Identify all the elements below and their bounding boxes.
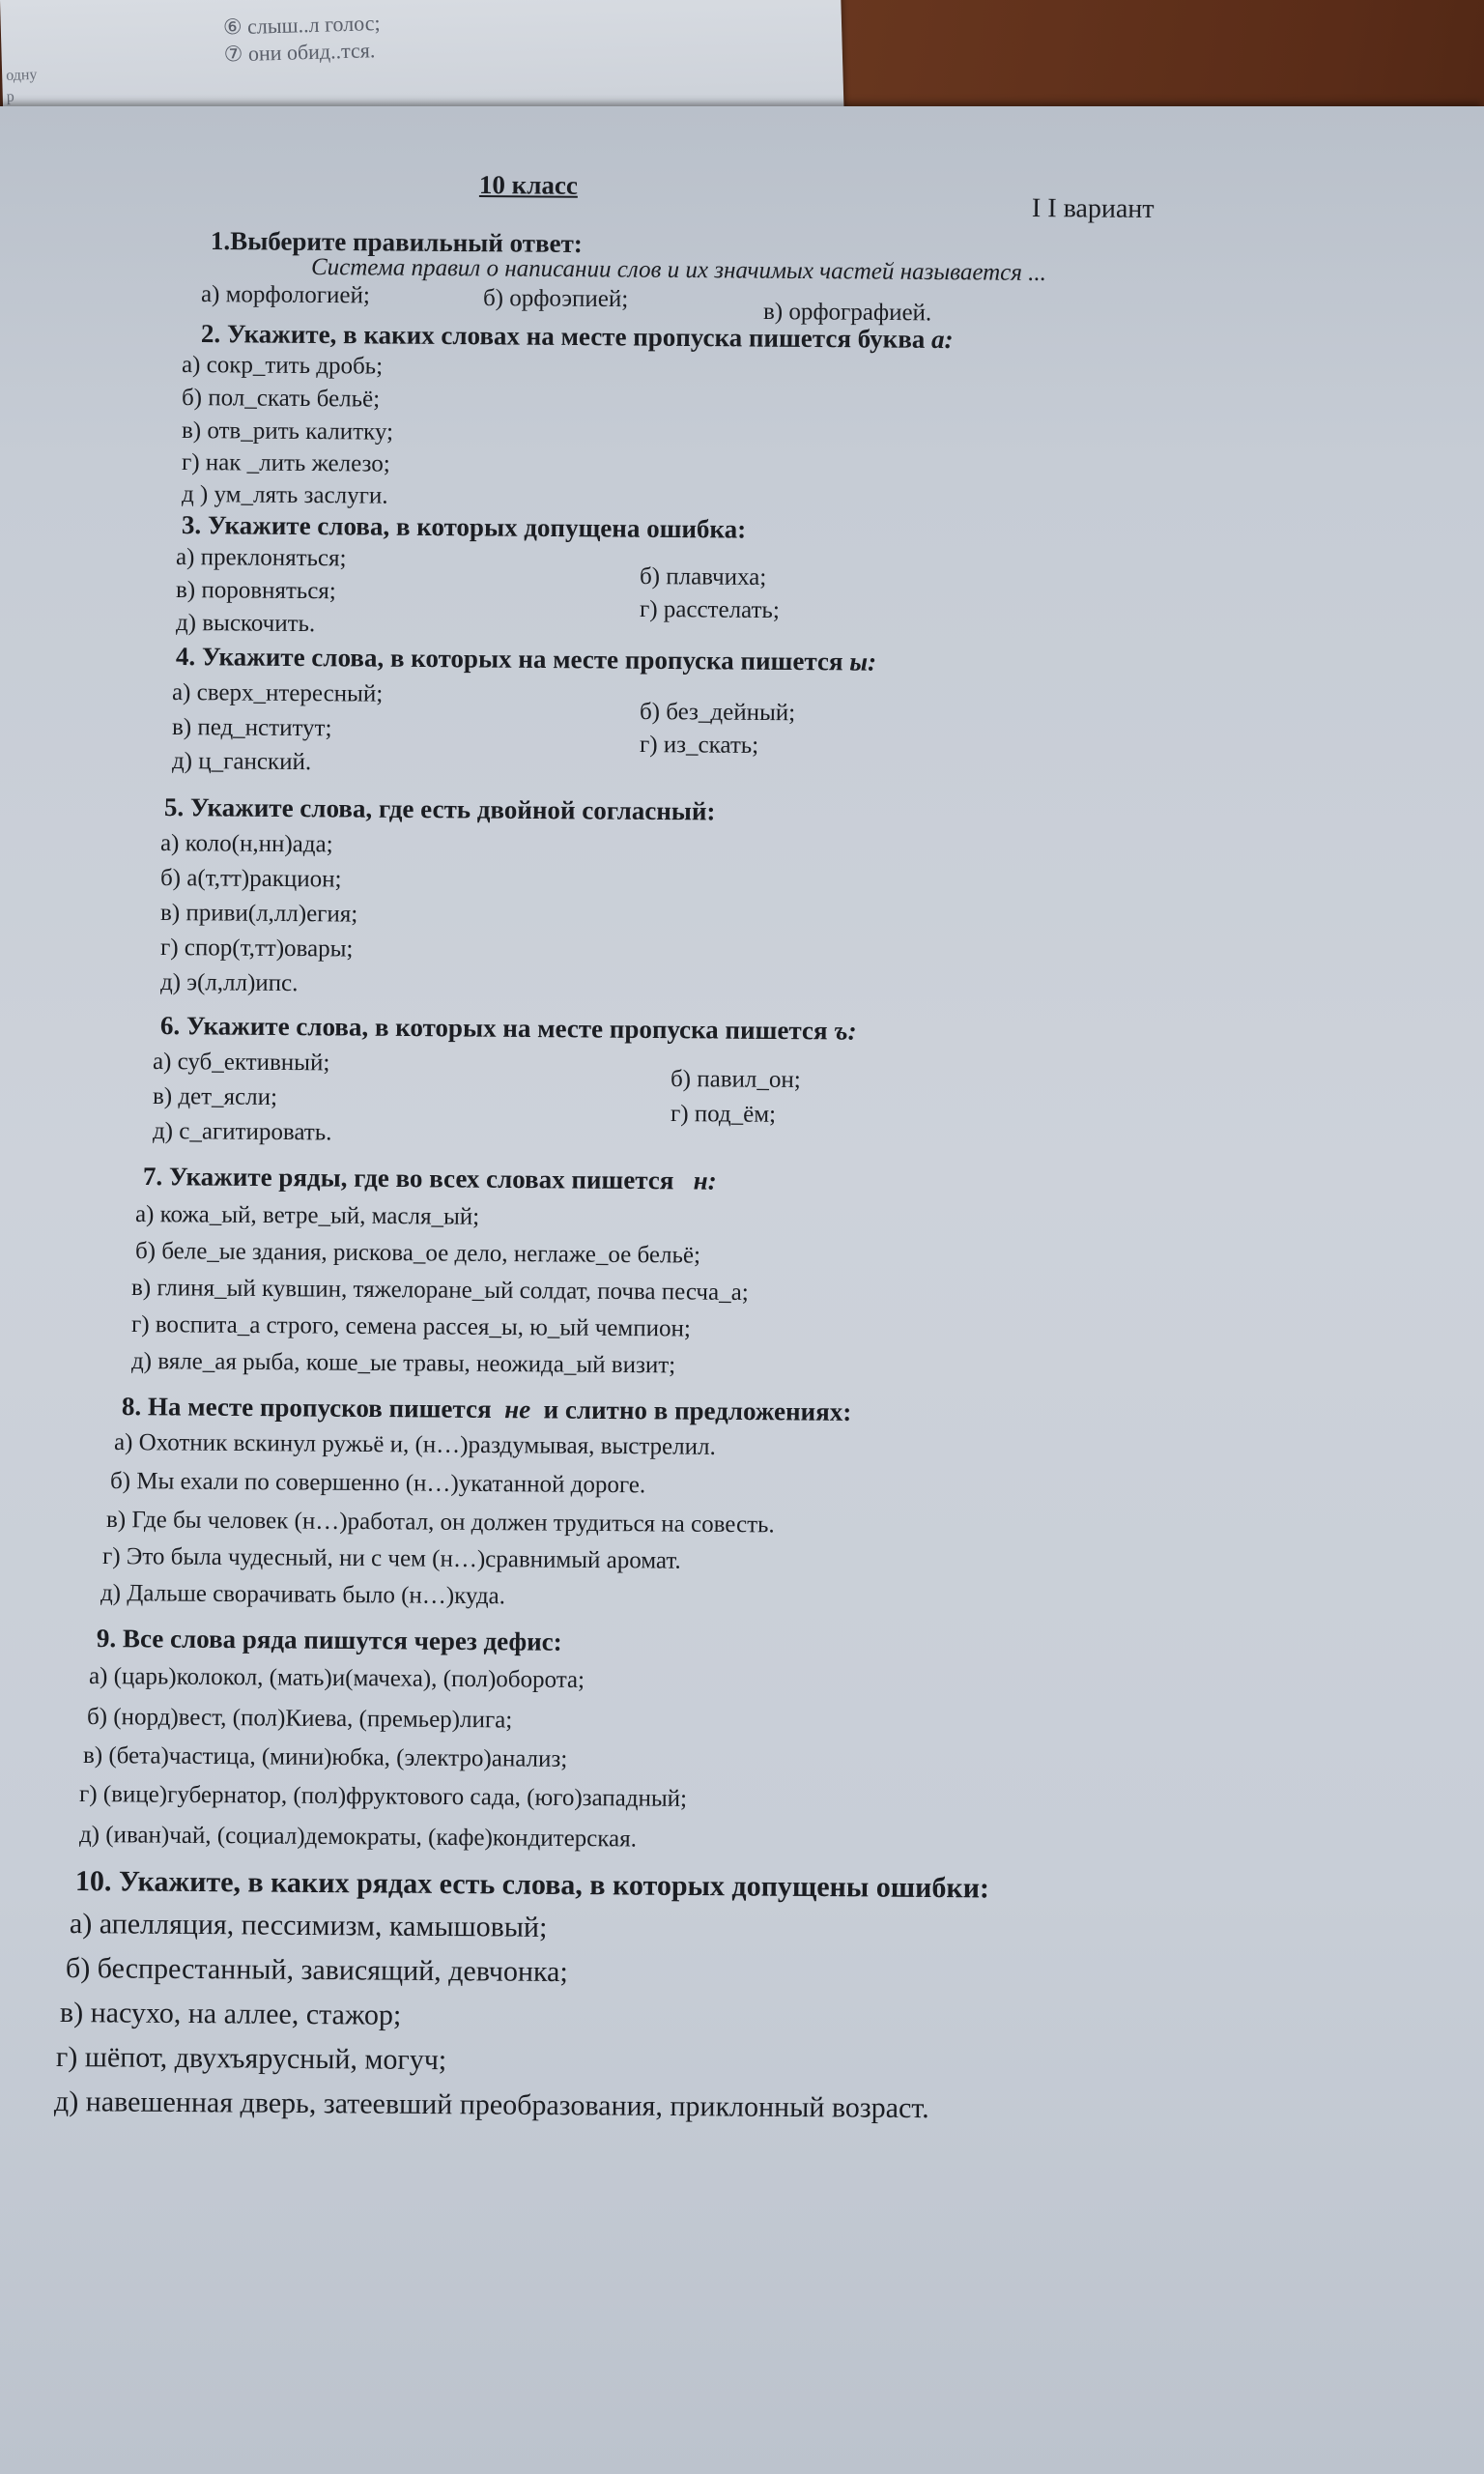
question-7-title bbox=[143, 1164, 717, 1194]
question-10-title: 10. Укажите, в каких рядах есть слова, в которых допущены ошибки: bbox=[74, 1865, 990, 1905]
question-9-option: д) (иван)чай, (социал)демократы, (кафе)кондитерская. bbox=[78, 1822, 638, 1853]
question-2-letter: а: bbox=[930, 324, 954, 355]
question-4-letter: ы: bbox=[849, 647, 877, 676]
question-6-letter: ъ: bbox=[834, 1016, 857, 1046]
question-4-option: а) сверх_нтересный; bbox=[171, 679, 384, 707]
question-10-option: д) навешенная дверь, затеевший преобразования, приклонный возраст. bbox=[53, 2086, 929, 2125]
question-3-option: д) выскочить. bbox=[175, 610, 316, 638]
question-5-option: д) э(л,лл)ипс. bbox=[159, 969, 299, 997]
question-5-option: а) коло(н,нн)ада; bbox=[159, 830, 333, 858]
question-9-option: а) (царь)колокол, (мать)и(мачеха), (пол)оборота; bbox=[88, 1663, 585, 1694]
class-label: 10 класс bbox=[478, 170, 579, 200]
question-10-option: в) насухо, на аллее, стажор; bbox=[59, 1997, 402, 2031]
question-9-option: г) (вице)губернатор, (пол)фруктового сада, (юго)западный; bbox=[78, 1781, 688, 1812]
question-1-option: а) морфологией; bbox=[200, 281, 370, 309]
question-2-option: д ) ум_лять заслуги. bbox=[181, 481, 388, 509]
question-8-option: д) Дальше сворачивать было (н…)куда. bbox=[100, 1580, 506, 1610]
question-1-option: в) орфографией. bbox=[762, 299, 932, 327]
question-6-option: б) павил_он; bbox=[670, 1066, 801, 1094]
question-2-title bbox=[201, 321, 954, 353]
question-9-option: б) (норд)вест, (пол)Киева, (премьер)лига; bbox=[86, 1704, 513, 1734]
question-7-letter: н: bbox=[693, 1165, 717, 1195]
question-3-option: в) поровняться; bbox=[175, 577, 336, 605]
variant-label: I I вариант bbox=[1031, 193, 1155, 224]
question-7-option: б) беле_ые здания, рискова_ое дело, неглаже_ое бельё; bbox=[134, 1238, 701, 1269]
question-2-option: б) пол_скать бельё; bbox=[181, 385, 381, 413]
question-9-title: 9. Все слова ряда пишутся через дефис: bbox=[96, 1624, 562, 1656]
question-5-option: б) а(т,тт)ракцион; bbox=[159, 865, 342, 893]
question-8-option: в) Где бы человек (н…)работал, он должен трудиться на совесть. bbox=[105, 1507, 775, 1539]
question-1-statement: Система правил о написании слов и их значимых частей называется ... bbox=[310, 254, 1047, 286]
question-1-option: б) орфоэпией; bbox=[482, 285, 629, 313]
question-6-option: а) суб_ективный; bbox=[152, 1049, 330, 1077]
question-8-option: б) Мы ехали по совершенно (н…)укатанной дороге. bbox=[109, 1468, 646, 1499]
question-2-option: г) нак _лить железо; bbox=[181, 449, 390, 477]
question-8-option: а) Охотник вскинул ружьё и, (н…)раздумывая, выстрелил. bbox=[113, 1429, 716, 1460]
question-3-option: г) расстелать; bbox=[639, 596, 780, 624]
question-9-option: в) (бета)частица, (мини)юбка, (электро)анализ; bbox=[82, 1742, 568, 1772]
question-6-title-text: 6. Укажите слова, в которых на месте пропуска пишется bbox=[159, 1011, 828, 1046]
question-3-title: 3. Укажите слова, в которых допущена ошибка: bbox=[181, 510, 747, 544]
question-6-option: г) под_ём; bbox=[670, 1101, 777, 1128]
worksheet-page bbox=[0, 106, 1484, 2474]
question-4-option: г) из_скать; bbox=[639, 732, 759, 759]
underlying-line: ⑥ слыш..л голос; bbox=[222, 11, 381, 40]
question-2-option: а) сокр_тить дробь; bbox=[181, 352, 384, 380]
question-1-title: 1.Выберите правильный ответ: bbox=[210, 226, 583, 259]
question-5-option: г) спор(т,тт)овары; bbox=[159, 935, 354, 963]
question-4-option: д) ц_ганский. bbox=[171, 748, 312, 776]
question-2-title-text: 2. Укажите, в каких словах на месте пропуска пишется буква bbox=[200, 319, 926, 354]
question-7-option: а) кожа_ый, ветре_ый, масля_ый; bbox=[134, 1201, 480, 1230]
question-7-option: д) вяле_ая рыба, коше_ые травы, неожида_ый визит; bbox=[130, 1348, 676, 1379]
question-10-option: а) апелляция, пессимизм, камышовый; bbox=[69, 1908, 548, 1943]
question-8-title-text: и слитно в предложениях: bbox=[543, 1395, 852, 1426]
question-8-particle: не bbox=[504, 1395, 531, 1424]
question-4-option: б) без_дейный; bbox=[639, 699, 796, 727]
question-8-title bbox=[122, 1394, 851, 1425]
question-6-option: д) с_агитировать. bbox=[152, 1118, 332, 1146]
question-8-option: г) Это была чудесный, ни с чем (н…)сравнимый аромат. bbox=[101, 1543, 681, 1574]
question-6-option: в) дет_ясли; bbox=[152, 1083, 278, 1111]
question-3-option: а) преклоняться; bbox=[175, 544, 347, 572]
question-4-option: в) пед_нститут; bbox=[171, 714, 332, 742]
question-4-title-text: 4. Укажите слова, в которых на месте пропуска пишется bbox=[175, 642, 843, 676]
question-3-option: б) плавчиха; bbox=[639, 563, 767, 591]
question-7-title-text: 7. Укажите ряды, где во всех словах пишется bbox=[142, 1162, 674, 1195]
question-7-option: в) глиня_ый кувшин, тяжелоране_ый солдат, почва песча_а; bbox=[130, 1275, 749, 1307]
question-6-title bbox=[160, 1013, 857, 1045]
question-5-option: в) приви(л,лл)егия; bbox=[159, 900, 358, 928]
margin-mark: р bbox=[6, 88, 15, 105]
question-10-option: б) беспрестанный, зависящий, девчонка; bbox=[65, 1952, 568, 1989]
margin-mark: одну bbox=[5, 66, 38, 84]
question-4-title bbox=[176, 644, 876, 676]
question-8-title-text: 8. На месте пропусков пишется bbox=[121, 1392, 492, 1424]
question-7-option: г) воспита_а строго, семена рассея_ы, ю_ый чемпион; bbox=[130, 1311, 691, 1342]
question-2-option: в) отв_рить калитку; bbox=[181, 417, 394, 446]
question-5-title: 5. Укажите слова, где есть двойной согласный: bbox=[163, 792, 716, 826]
question-10-option: г) шёпот, двухъярусный, могуч; bbox=[55, 2041, 447, 2077]
underlying-line: ⑦ они обид..тся. bbox=[223, 38, 376, 67]
